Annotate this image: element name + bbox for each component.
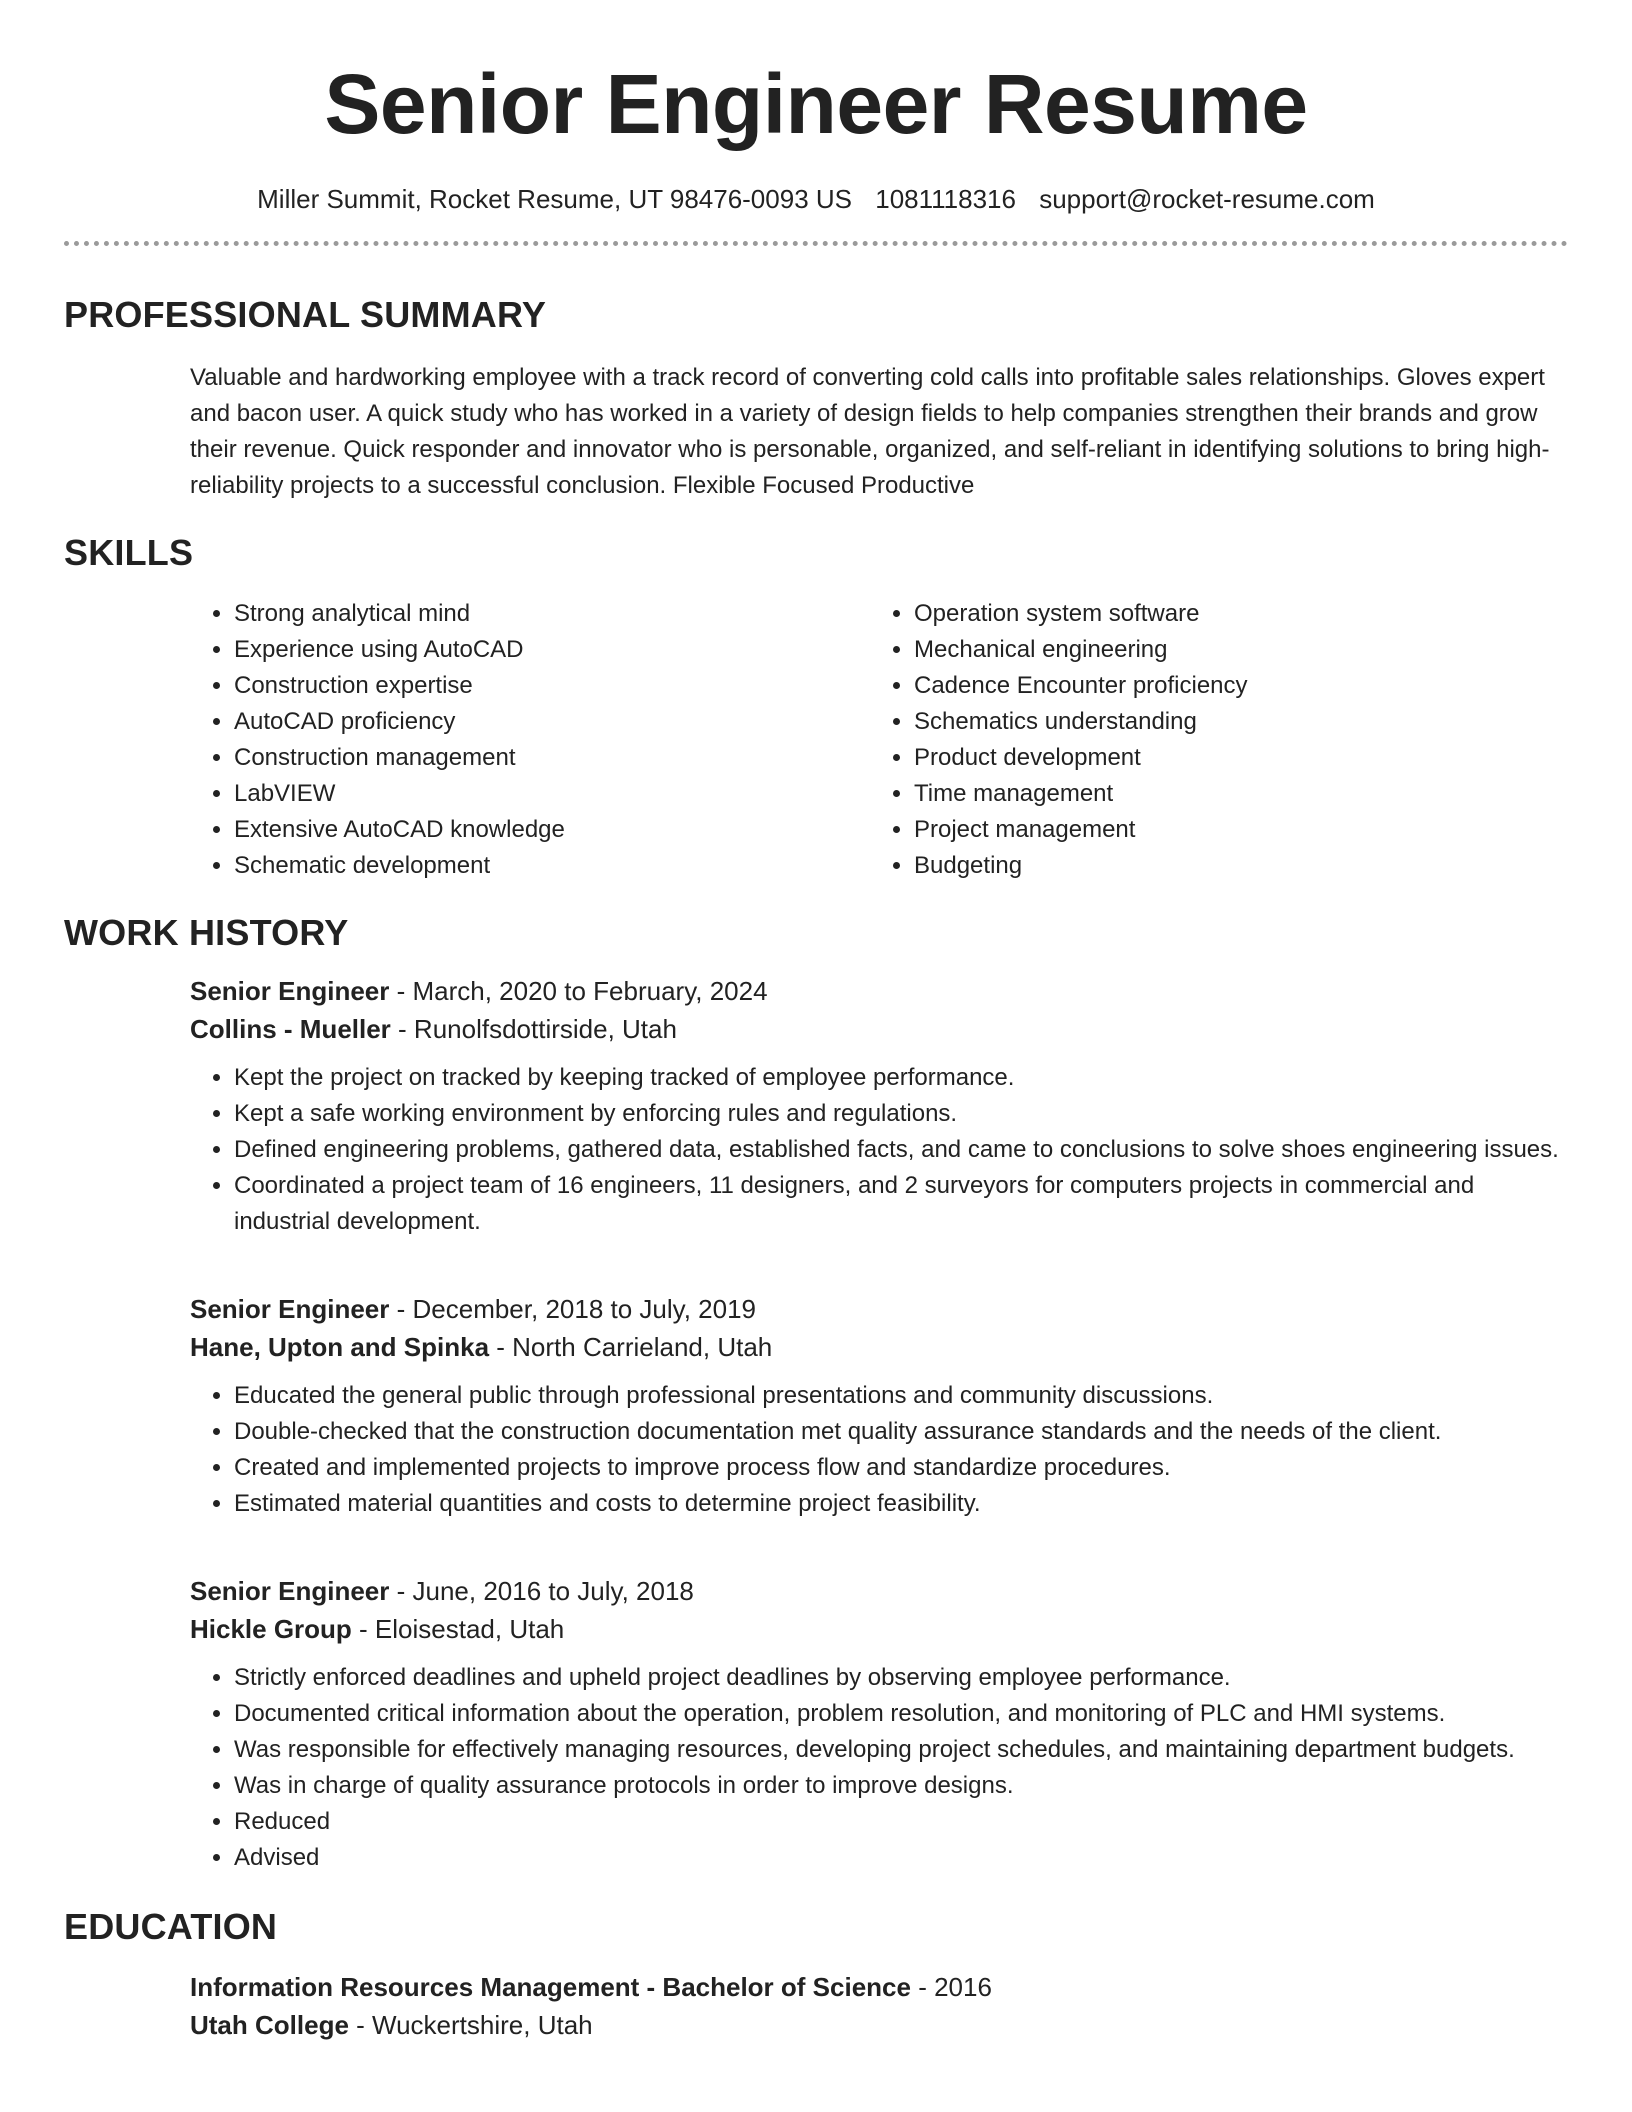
education-degree: Information Resources Management - Bachelor of Science — [190, 1972, 911, 2002]
job-company-line — [190, 1010, 1568, 1048]
skill-item: • Construction expertise — [234, 668, 870, 704]
job-bullet: • Strictly enforced deadlines and upheld project deadlines by observing employee performance. — [234, 1660, 1568, 1696]
job-bullet: • Was responsible for effectively managing resources, developing project schedules, and maintaining department budgets. — [234, 1732, 1568, 1768]
job-bullet: • Defined engineering problems, gathered data, established facts, and came to conclusions to solve shoes engineering issues. — [234, 1132, 1568, 1168]
job-bullet: • Kept a safe working environment by enforcing rules and regulations. — [234, 1096, 1568, 1132]
skill-item: • Project management — [914, 812, 1248, 848]
job-entry — [190, 972, 1568, 1240]
skill-item: • Schematic development — [234, 848, 870, 884]
job-bullet: • Created and implemented projects to improve process flow and standardize procedures. — [234, 1450, 1568, 1486]
skills-section — [64, 532, 1568, 884]
job-bullet: • Documented critical information about the operation, problem resolution, and monitoring of PLC and HMI systems. — [234, 1696, 1568, 1732]
job-entry — [190, 1290, 1568, 1522]
education-school: Utah College — [190, 2010, 349, 2040]
job-location: - Eloisestad, Utah — [351, 1614, 565, 1644]
job-entry — [190, 1572, 1568, 1876]
job-company-line — [190, 1610, 1568, 1648]
skill-item: • Product development — [914, 740, 1248, 776]
job-bullets — [190, 1060, 1568, 1240]
education-degree-line — [190, 1968, 1568, 2006]
skill-item: • Budgeting — [914, 848, 1248, 884]
job-title-line — [190, 1290, 1568, 1328]
job-company: Collins - Mueller — [190, 1014, 391, 1044]
job-role: Senior Engineer — [190, 1576, 390, 1606]
job-company: Hickle Group — [190, 1614, 352, 1644]
job-dates: - March, 2020 to February, 2024 — [389, 976, 768, 1006]
skill-item: • Extensive AutoCAD knowledge — [234, 812, 870, 848]
job-bullet: • Reduced — [234, 1804, 1568, 1840]
job-bullets — [190, 1378, 1568, 1522]
skills-list-right — [870, 596, 1248, 884]
summary-heading: PROFESSIONAL SUMMARY — [64, 294, 547, 335]
education-school-line — [190, 2006, 1568, 2044]
summary-text: Valuable and hardworking employee with a track record of converting cold calls into profitable sales relationships. Gloves expert and bacon user. A quick study who has worked in a variety of design fields to help companies strengthen their brands and grow their revenue. Quick responder and innovator who is personable, organized, and self-reliant in identifying solutions to bring high-reliability projects to a successful conclusion. Flexible Focused Productive — [190, 364, 1550, 499]
job-title-line — [190, 1572, 1568, 1610]
skill-item: • AutoCAD proficiency — [234, 704, 870, 740]
contact-email: support@rocket-resume.com — [1039, 184, 1375, 214]
job-bullet: • Was in charge of quality assurance protocols in order to improve designs. — [234, 1768, 1568, 1804]
resume-title: Senior Engineer Resume — [324, 57, 1308, 151]
skills-columns — [190, 596, 1568, 884]
skill-item: • Construction management — [234, 740, 870, 776]
job-bullet: • Educated the general public through professional presentations and community discussions. — [234, 1378, 1568, 1414]
job-bullet: • Double-checked that the construction documentation met quality assurance standards and the needs of the client. — [234, 1414, 1568, 1450]
job-company: Hane, Upton and Spinka — [190, 1332, 490, 1362]
contact-line — [64, 184, 1568, 215]
skill-item: • Time management — [914, 776, 1248, 812]
skill-item: • Mechanical engineering — [914, 632, 1248, 668]
job-bullet: • Coordinated a project team of 16 engineers, 11 designers, and 2 surveyors for computers projects in commercial and industrial development. — [234, 1168, 1568, 1240]
job-bullet: • Estimated material quantities and costs to determine project feasibility. — [234, 1486, 1568, 1522]
job-role: Senior Engineer — [190, 1294, 390, 1324]
skill-item: • LabVIEW — [234, 776, 870, 812]
job-location: - Runolfsdottirside, Utah — [390, 1014, 677, 1044]
summary-section — [64, 294, 1568, 504]
skill-item: • Schematics understanding — [914, 704, 1248, 740]
skill-item: • Strong analytical mind — [234, 596, 870, 632]
skills-heading: SKILLS — [64, 532, 194, 573]
education-entry — [190, 1968, 1568, 2044]
skills-list-left — [190, 596, 870, 884]
education-location: - Wuckertshire, Utah — [348, 2010, 593, 2040]
skill-item: • Cadence Encounter proficiency — [914, 668, 1248, 704]
job-bullets — [190, 1660, 1568, 1876]
job-location: - North Carrieland, Utah — [489, 1332, 773, 1362]
contact-phone: 1081118316 — [875, 184, 1016, 214]
education-heading: EDUCATION — [64, 1906, 278, 1947]
education-section — [64, 1906, 1568, 2044]
skill-item: • Experience using AutoCAD — [234, 632, 870, 668]
job-company-line — [190, 1328, 1568, 1366]
work-history-section — [64, 912, 1568, 1876]
education-year: - 2016 — [910, 1972, 992, 2002]
header-divider — [64, 241, 1568, 246]
skill-item: • Operation system software — [914, 596, 1248, 632]
job-dates: - June, 2016 to July, 2018 — [389, 1576, 694, 1606]
job-title-line — [190, 972, 1568, 1010]
job-role: Senior Engineer — [190, 976, 390, 1006]
job-bullet: • Advised — [234, 1840, 1568, 1876]
contact-address: Miller Summit, Rocket Resume, UT 98476-0093 US — [257, 184, 852, 214]
work-history-heading: WORK HISTORY — [64, 912, 349, 953]
job-bullet: • Kept the project on tracked by keeping tracked of employee performance. — [234, 1060, 1568, 1096]
job-dates: - December, 2018 to July, 2019 — [389, 1294, 757, 1324]
